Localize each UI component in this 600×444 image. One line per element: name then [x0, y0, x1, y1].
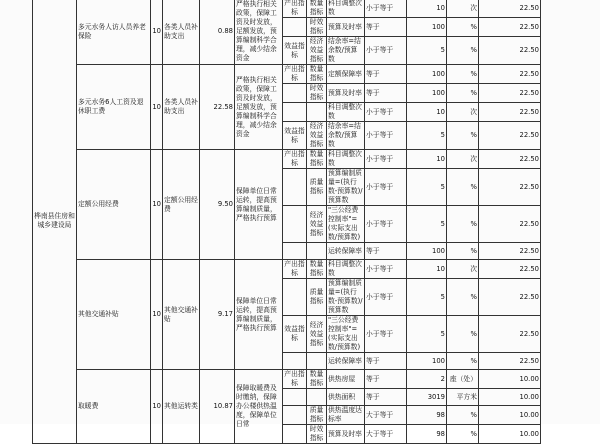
indicator-level2-cell — [307, 389, 327, 406]
indicator-level2-cell: 时效指标 — [307, 84, 327, 103]
table-row — [33, 0, 541, 18]
unit-cell: % — [447, 316, 479, 353]
project-name-cell: 多元水务6人工资及退休职工费 — [77, 65, 151, 150]
indicator-level1-cell — [283, 425, 307, 444]
target-value-cell: 100 — [407, 18, 447, 37]
weight-cell: 10.00 — [479, 406, 541, 425]
indicator-level3-cell: 预算及时率 — [327, 84, 365, 103]
operator-cell: 等于 — [365, 353, 407, 370]
target-value-cell: 10 — [407, 260, 447, 279]
project-amount-cell: 9.17 — [200, 260, 235, 370]
unit-cell: % — [447, 206, 479, 243]
project-goal-cell: 保障取暖费及时缴纳，保障办公楼供热温度，保障单位日常 — [235, 370, 283, 444]
table-row — [33, 260, 541, 279]
project-amount-cell: 9.50 — [200, 150, 235, 260]
indicator-level1-cell — [283, 243, 307, 260]
unit-cell: % — [447, 122, 479, 150]
indicator-level3-cell: 科目调整次数 — [327, 150, 365, 169]
project-name-cell: 定额公用经费 — [77, 150, 151, 260]
indicator-level1-cell — [283, 169, 307, 206]
project-goal-cell: 严格执行相关政策，保障工资及时发放，足额发放，预算编制科学合理，减少结余资金 — [235, 65, 283, 150]
unit-cell: % — [447, 243, 479, 260]
operator-cell: 小于等于 — [365, 279, 407, 316]
project-score-cell: 10 — [151, 150, 163, 260]
weight-cell: 22.50 — [479, 169, 541, 206]
project-score-cell: 10 — [151, 65, 163, 150]
operator-cell: 等于 — [365, 389, 407, 406]
weight-cell: 22.50 — [479, 243, 541, 260]
indicator-level1-cell: 产出指标 — [284, 150, 305, 167]
target-value-cell: 5 — [407, 122, 447, 150]
unit-cell: % — [447, 406, 479, 425]
project-amount-cell: 10.87 — [200, 370, 235, 444]
target-value-cell: 10 — [407, 0, 447, 18]
indicator-level1-cell — [283, 206, 307, 243]
operator-cell: 小于等于 — [365, 150, 407, 169]
indicator-level1-cell — [283, 389, 307, 406]
indicator-level3-cell: 预算及时率 — [327, 18, 365, 37]
operator-cell: 小于等于 — [365, 316, 407, 353]
indicator-level1-cell: 产出指标 — [284, 65, 305, 82]
indicator-level2-cell — [307, 353, 327, 370]
weight-cell: 22.50 — [479, 122, 541, 150]
unit-cell: % — [447, 84, 479, 103]
operator-cell: 等于 — [365, 243, 407, 260]
indicator-level2-cell — [307, 103, 327, 122]
indicator-level2-cell: 经济效益指标 — [307, 122, 327, 150]
indicator-level3-cell: 结余率=结余数/预算数 — [327, 37, 365, 65]
project-amount-cell: 22.58 — [200, 65, 235, 150]
weight-cell: 22.50 — [479, 0, 541, 18]
unit-cell: % — [447, 18, 479, 37]
operator-cell: 大于等于 — [365, 406, 407, 425]
indicator-level1-cell — [283, 279, 307, 316]
weight-cell: 22.50 — [479, 37, 541, 65]
weight-cell: 22.50 — [479, 353, 541, 370]
project-category-cell: 各类人员补助支出 — [163, 65, 200, 150]
unit-cell: % — [447, 279, 479, 316]
indicator-level2-cell: 质量指标 — [307, 406, 327, 425]
project-score-cell: 10 — [151, 370, 163, 444]
indicator-level1-cell: 效益指标 — [283, 316, 307, 353]
operator-cell: 小于等于 — [365, 206, 407, 243]
indicator-level2-cell: 经济效益指标 — [307, 206, 327, 243]
unit-cell: 平方米 — [447, 389, 479, 406]
project-score-cell: 10 — [151, 0, 163, 65]
target-value-cell: 5 — [407, 279, 447, 316]
project-goal-cell: 严格执行相关政策，保障工资及时发放，足额发放，预算编制科学合理，减少结余资金 — [235, 0, 283, 65]
weight-cell: 10.00 — [479, 425, 541, 444]
target-value-cell: 5 — [407, 37, 447, 65]
table-row — [33, 370, 541, 389]
indicator-level2-cell: 质量指标 — [307, 169, 327, 206]
unit-cell: % — [447, 169, 479, 206]
indicator-level2-cell: 数量指标 — [307, 370, 327, 389]
project-goal-cell: 保障单位日常运转，提高预算编制质量，严格执行预算 — [235, 150, 283, 260]
unit-cell: 次 — [447, 260, 479, 279]
weight-cell: 22.50 — [479, 316, 541, 353]
weight-cell: 22.50 — [479, 279, 541, 316]
unit-cell: % — [447, 353, 479, 370]
project-score-cell: 10 — [151, 260, 163, 370]
indicator-level3-cell: 结余率=结余数/预算数 — [327, 122, 365, 150]
unit-cell: 次 — [447, 0, 479, 18]
indicator-level2-cell: 数量指标 — [307, 65, 327, 84]
operator-cell: 等于 — [365, 65, 407, 84]
operator-cell: 小于等于 — [365, 260, 407, 279]
operator-cell: 小于等于 — [365, 122, 407, 150]
unit-cell: 次 — [447, 103, 479, 122]
indicator-level2-cell: 数量指标 — [307, 150, 327, 169]
target-value-cell: 100 — [407, 353, 447, 370]
project-name-cell: 多元水务人访人员养老保险 — [77, 0, 151, 65]
indicator-level1-cell — [283, 84, 307, 103]
indicator-level1-cell: 产出指标 — [284, 260, 305, 277]
indicator-level1-cell — [283, 103, 307, 122]
target-value-cell: 100 — [407, 243, 447, 260]
unit-cell: % — [447, 37, 479, 65]
budget-performance-table — [32, 0, 541, 444]
department-cell: 桦南县住房和城乡建设局 — [33, 0, 77, 444]
indicator-level3-cell: 供热面积 — [327, 389, 365, 406]
operator-cell: 等于 — [365, 370, 407, 389]
project-category-cell: 各类人员补助支出 — [163, 0, 200, 65]
project-name-cell: 取暖费 — [77, 370, 151, 444]
weight-cell: 10.00 — [479, 370, 541, 389]
target-value-cell: 98 — [407, 406, 447, 425]
indicator-level2-cell: 经济效益指标 — [307, 316, 327, 353]
weight-cell: 22.50 — [479, 84, 541, 103]
operator-cell: 小于等于 — [365, 0, 407, 18]
weight-cell: 22.50 — [479, 150, 541, 169]
operator-cell: 等于 — [365, 18, 407, 37]
indicator-level1-cell: 产出指标 — [284, 370, 305, 387]
indicator-level3-cell: 供热温度达标率 — [327, 406, 365, 425]
indicator-level2-cell: 时效指标 — [307, 18, 327, 37]
target-value-cell: 5 — [407, 169, 447, 206]
indicator-level3-cell: 预算编制质量=(执行数-预算数)/预算数 — [328, 279, 363, 314]
table-row — [33, 65, 541, 84]
unit-cell: % — [447, 425, 479, 444]
unit-cell: % — [447, 65, 479, 84]
project-category-cell: 其他运转类 — [163, 370, 200, 444]
weight-cell: 10.00 — [479, 389, 541, 406]
indicator-level3-cell: 科目调整次数 — [327, 0, 365, 18]
operator-cell: 等于 — [365, 84, 407, 103]
table-row — [33, 150, 541, 169]
weight-cell: 22.50 — [479, 260, 541, 279]
indicator-level3-cell: "三公经费控制率"=(实际支出数/预算数) — [327, 206, 365, 243]
target-value-cell: 5 — [407, 206, 447, 243]
operator-cell: 小于等于 — [365, 169, 407, 206]
unit-cell: 次 — [447, 150, 479, 169]
indicator-level3-cell: 定额保障率 — [327, 65, 365, 84]
indicator-level2-cell: 数量指标 — [307, 0, 327, 18]
indicator-level2-cell: 经济效益指标 — [307, 37, 327, 65]
project-amount-cell: 0.88 — [200, 0, 235, 65]
indicator-level1-cell — [283, 406, 307, 425]
indicator-level2-cell: 时效指标 — [307, 425, 327, 444]
target-value-cell: 10 — [407, 150, 447, 169]
weight-cell: 22.50 — [479, 206, 541, 243]
indicator-level1-cell: 效益指标 — [283, 37, 307, 65]
project-name-cell: 其他交通补贴 — [77, 260, 151, 370]
indicator-level1-cell — [283, 18, 307, 37]
target-value-cell: 3019 — [407, 389, 447, 406]
weight-cell: 22.50 — [479, 65, 541, 84]
indicator-level3-cell: 科目调整次数 — [327, 103, 365, 122]
indicator-level1-cell: 效益指标 — [283, 122, 307, 150]
operator-cell: 小于等于 — [365, 103, 407, 122]
target-value-cell: 2 — [407, 370, 447, 389]
indicator-level3-cell: 运转保障率 — [327, 353, 365, 370]
indicator-level3-cell: 运转保障率 — [327, 243, 365, 260]
project-category-cell: 其他交通补贴 — [163, 260, 200, 370]
project-category-cell: 定额公用经费 — [163, 150, 200, 260]
operator-cell: 小于等于 — [365, 37, 407, 65]
target-value-cell: 98 — [407, 425, 447, 444]
indicator-level3-cell: 预算编制质量=(执行数-预算数)/预算数 — [328, 169, 363, 204]
target-value-cell: 100 — [407, 65, 447, 84]
operator-cell: 大于等于 — [365, 425, 407, 444]
target-value-cell: 10 — [407, 103, 447, 122]
indicator-level3-cell: 供热房屋 — [327, 370, 365, 389]
indicator-level3-cell: 科目调整次数 — [327, 260, 365, 279]
target-value-cell: 100 — [407, 84, 447, 103]
indicator-level2-cell — [307, 243, 327, 260]
weight-cell: 22.50 — [479, 18, 541, 37]
indicator-level3-cell: "三公经费控制率"=(实际支出数/预算数) — [327, 316, 365, 353]
target-value-cell: 5 — [407, 316, 447, 353]
indicator-level3-cell: 预算及时率 — [327, 425, 365, 444]
project-goal-cell: 保障单位日常运转，提高预算编制质量，严格执行预算 — [235, 260, 283, 370]
indicator-level2-cell: 质量指标 — [307, 279, 327, 316]
unit-cell: 座（处） — [447, 370, 479, 389]
indicator-level1-cell: 产出指标 — [284, 0, 305, 16]
indicator-level2-cell: 数量指标 — [307, 260, 327, 279]
weight-cell: 22.50 — [479, 103, 541, 122]
indicator-level1-cell — [283, 353, 307, 370]
